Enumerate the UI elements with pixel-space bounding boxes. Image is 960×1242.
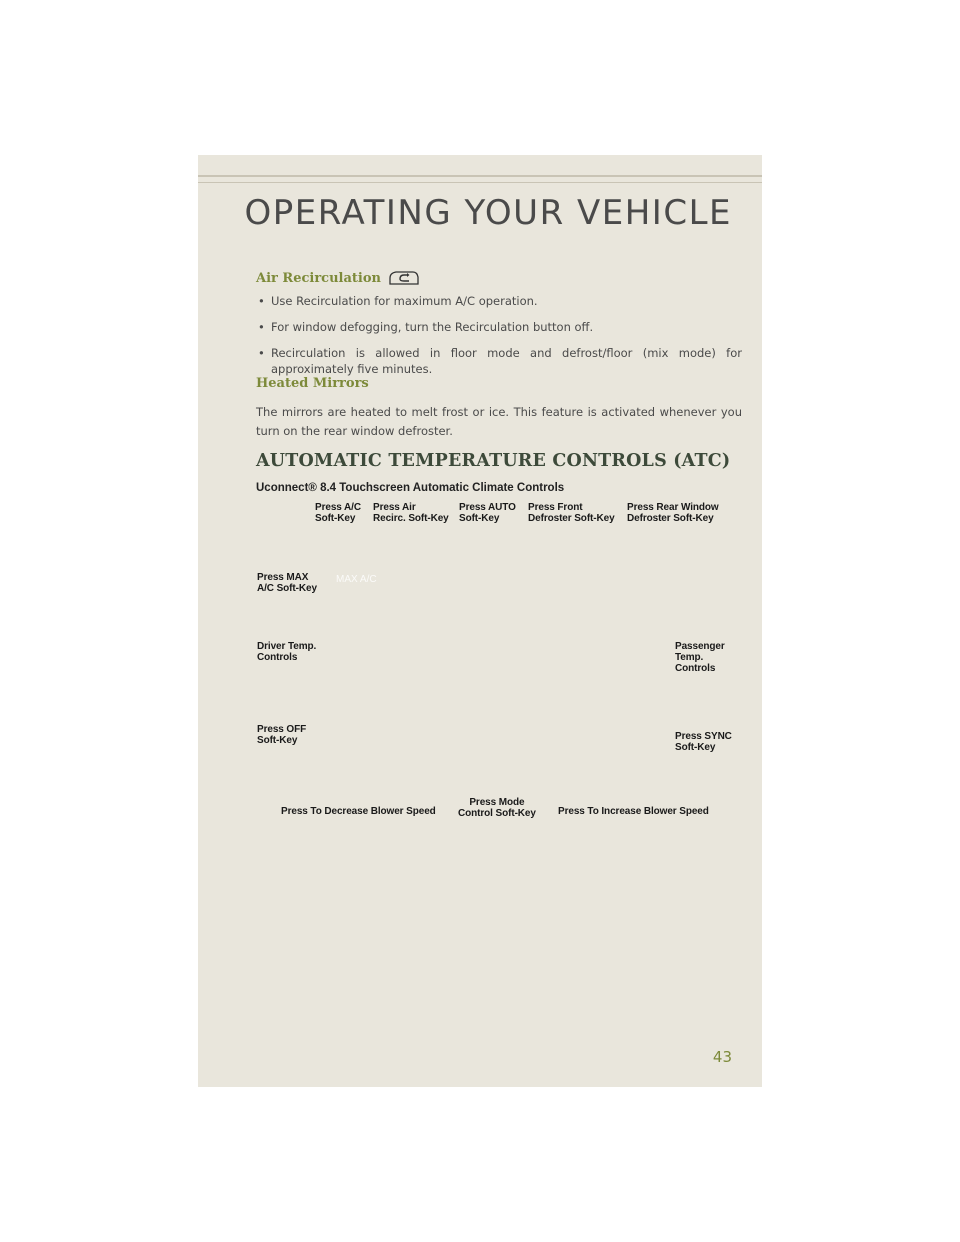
- heated-mirrors-heading: Heated Mirrors: [256, 376, 369, 391]
- manual-page: [198, 155, 762, 1087]
- label-front-defroster-softkey: Press Front Defroster Soft-Key: [528, 502, 615, 524]
- climate-controls-figure: [256, 499, 742, 829]
- air-recirculation-title: Air Recirculation: [256, 270, 381, 286]
- header-rule-thin: [198, 182, 762, 183]
- label-max-ac-softkey: Press MAX A/C Soft-Key: [257, 572, 317, 594]
- label-air-recirc-softkey: Press Air Recirc. Soft-Key: [373, 502, 449, 524]
- section-title: OPERATING YOUR VEHICLE: [244, 193, 732, 233]
- list-item: • For window defogging, turn the Recirculation button off.: [256, 319, 742, 335]
- label-sync-softkey: Press SYNC Soft-Key: [675, 731, 732, 753]
- page-number: 43: [712, 1048, 732, 1066]
- label-mode-softkey: Press Mode Control Soft-Key: [458, 797, 536, 819]
- label-increase-blower: Press To Increase Blower Speed: [558, 806, 709, 817]
- recirculation-icon: [387, 269, 421, 287]
- label-ac-softkey: Press A/C Soft-Key: [315, 502, 361, 524]
- list-item: • Recirculation is allowed in floor mode and defrost/floor (mix mode) for approximately five minutes.: [256, 345, 742, 377]
- figure-caption: Uconnect® 8.4 Touchscreen Automatic Climate Controls: [256, 482, 565, 494]
- list-item: • Use Recirculation for maximum A/C operation.: [256, 293, 742, 309]
- label-off-softkey: Press OFF Soft-Key: [257, 724, 307, 746]
- label-auto-softkey: Press AUTO Soft-Key: [459, 502, 516, 524]
- atc-heading: AUTOMATIC TEMPERATURE CONTROLS (ATC): [256, 451, 731, 471]
- label-decrease-blower: Press To Decrease Blower Speed: [281, 806, 436, 817]
- air-recirculation-heading: [256, 269, 421, 287]
- label-rear-defroster-softkey: Press Rear Window Defroster Soft-Key: [627, 502, 719, 524]
- heated-mirrors-text: The mirrors are heated to melt frost or ice. This feature is activated whenever you turn on the rear window defroster.: [256, 405, 742, 438]
- max-ac-screen-text: MAX A/C: [336, 574, 377, 585]
- label-passenger-temp-controls: Passenger Temp. Controls: [675, 641, 725, 674]
- header-rule: [198, 175, 762, 177]
- air-recirculation-list: [256, 293, 742, 387]
- label-driver-temp-controls: Driver Temp. Controls: [257, 641, 317, 663]
